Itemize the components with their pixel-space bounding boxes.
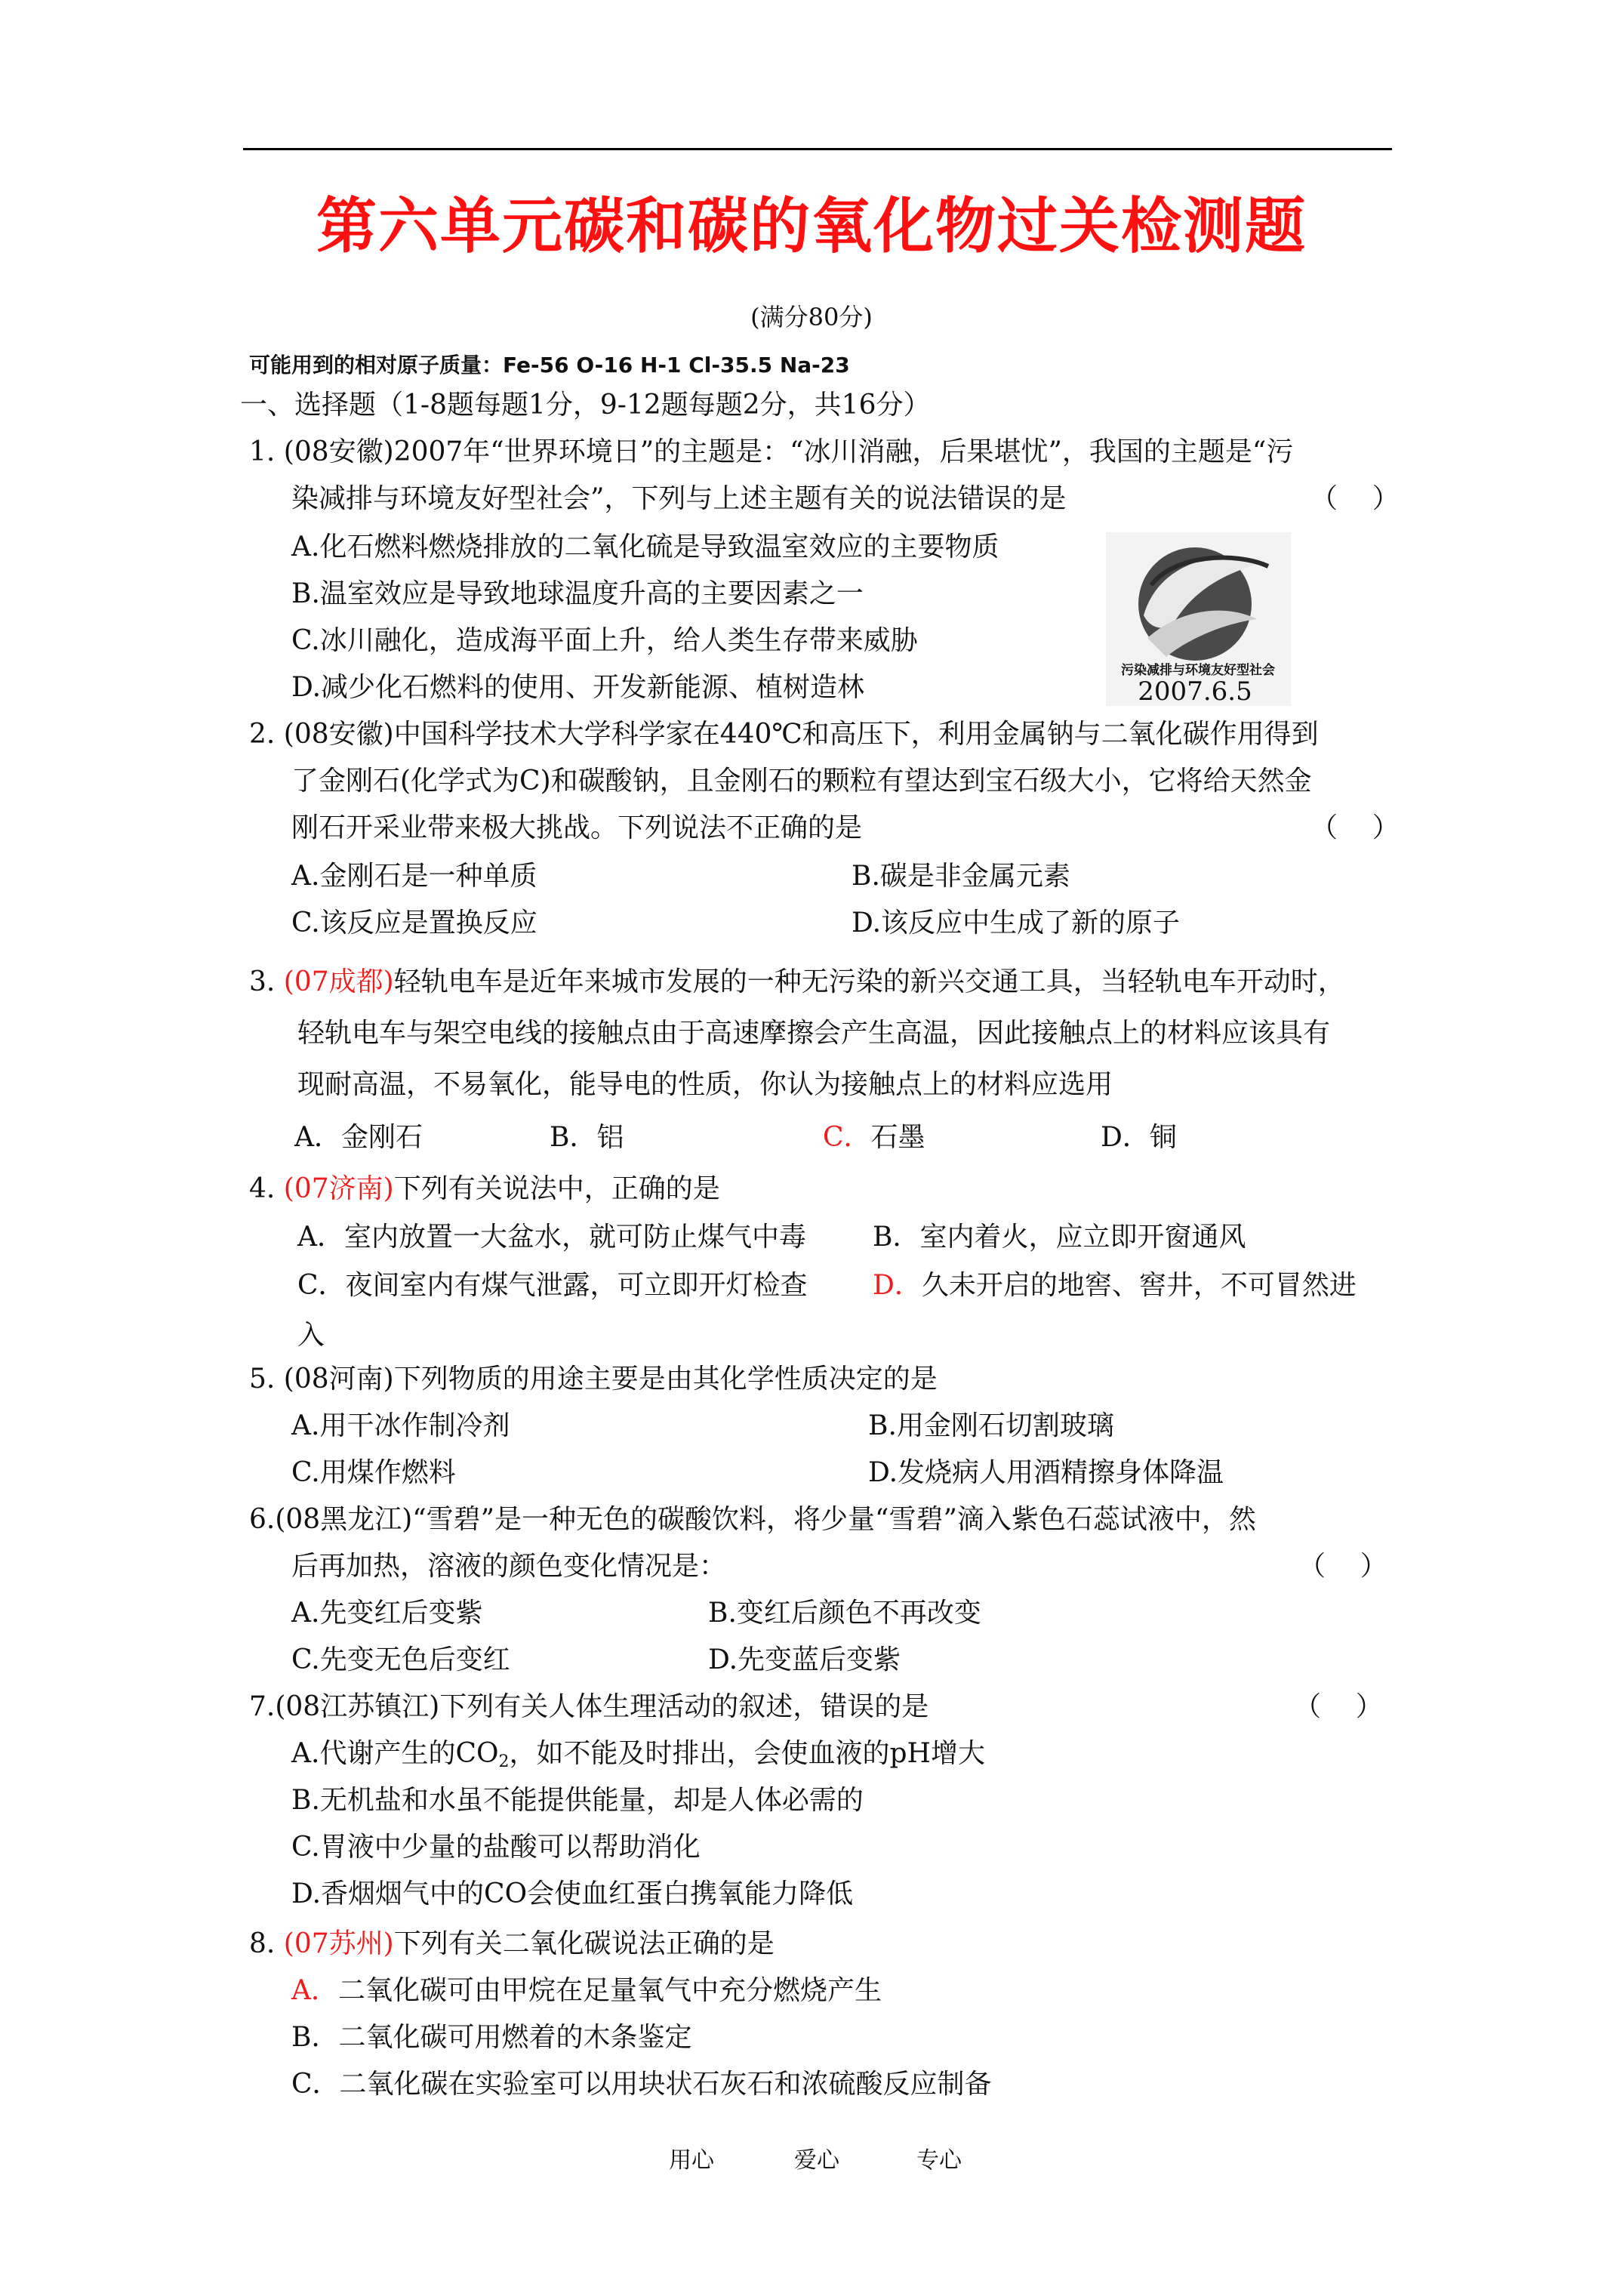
q4-option-d-text: 久未开启的地窖、窖井，不可冒然进: [921, 1270, 1357, 1301]
q2-stem-line2: 了金刚石(化学式为C)和碳酸钠，且金刚石的颗粒有望达到宝石级大小，它将给天然金: [291, 766, 1312, 797]
q8-option-a-letter: A．: [291, 1975, 338, 2006]
q5-option-b: B.用金刚石切割玻璃: [868, 1410, 1114, 1441]
header-rule: [243, 148, 1392, 150]
q8-option-a: [291, 1972, 882, 2010]
q4-number: 4.: [249, 1173, 284, 1204]
footer-item-1: 用心: [669, 2147, 714, 2174]
q3-stem-line2: 轻轨电车与架空电线的接触点由于高速摩擦会产生高温，因此接触点上的材料应该具有: [297, 1018, 1331, 1049]
q1-stem-line1: 1. (08安徽)2007年“世界环境日”的主题是：“冰川消融，后果堪忧”，我国的主题是“污: [249, 436, 1294, 467]
q1-answer-blank: （ ）: [1310, 483, 1400, 514]
q7-option-d: D.香烟烟气中的CO会使血红蛋白携氧能力降低: [291, 1878, 854, 1909]
q8-option-b: B．二氧化碳可用燃着的木条鉴定: [291, 2022, 692, 2053]
q8-stem-text: 下列有关二氧化碳说法正确的是: [393, 1928, 775, 1959]
q6-stem-line1: 6.(08黑龙江)“雪碧”是一种无色的碳酸饮料，将少量“雪碧”滴入紫色石蕊试液中，然: [249, 1504, 1256, 1535]
q2-answer-blank: （ ）: [1310, 812, 1400, 843]
q7-option-a-subscript: 2: [498, 1752, 510, 1771]
q6-option-b: B.变红后颜色不再改变: [708, 1598, 981, 1629]
q5-option-a: A.用干冰作制冷剂: [291, 1410, 510, 1441]
q2-option-c: C.该反应是置换反应: [291, 908, 537, 938]
page-title: 第六单元碳和碳的氧化物过关检测题: [316, 191, 1307, 261]
q6-stem-line2: 后再加热，溶液的颜色变化情况是：: [291, 1551, 727, 1582]
q6-option-a: A.先变红后变紫: [291, 1598, 483, 1629]
q4-option-d-letter: D．: [873, 1270, 922, 1301]
q3-stem-line1: [249, 963, 1345, 1001]
q2-option-b: B.碳是非金属元素: [852, 861, 1070, 892]
q6-option-d: D.先变蓝后变紫: [708, 1644, 901, 1675]
q5-option-c: C.用煤作燃料: [291, 1457, 456, 1488]
q4-source: (07济南): [283, 1173, 394, 1204]
q8-number: 8.: [249, 1928, 284, 1959]
q2-stem-line3: 刚石开采业带来极大挑战。下列说法不正确的是: [291, 812, 863, 843]
section-heading: 一、选择题（1-8题每题1分，9-12题每题2分，共16分）: [240, 390, 931, 421]
footer-item-2: 爱心: [794, 2147, 839, 2174]
q2-option-a: A.金刚石是一种单质: [291, 861, 537, 892]
q3-stem-line3: 现耐高温，不易氧化，能导电的性质，你认为接触点上的材料应选用: [297, 1069, 1113, 1100]
q7-option-a: [291, 1735, 985, 1773]
q3-source: (07成都): [283, 966, 394, 997]
q3-number: 3.: [249, 966, 284, 997]
q4-option-b: B．室内着火，应立即开窗通风: [873, 1222, 1246, 1253]
q3-option-c-letter: C．: [823, 1122, 871, 1153]
q5-option-d: D.发烧病人用酒精擦身体降温: [868, 1457, 1224, 1488]
q4-option-d-continued: 入: [297, 1320, 325, 1351]
q7-option-b: B.无机盐和水虽不能提供能量，却是人体必需的: [291, 1785, 864, 1816]
q4-stem: [249, 1170, 720, 1208]
q1-option-b: B.温室效应是导致地球温度升高的主要因素之一: [291, 578, 864, 609]
q3-option-a: A．金刚石: [294, 1122, 423, 1153]
full-score-note: (满分80分): [750, 303, 873, 331]
q6-answer-blank: （ ）: [1298, 1551, 1387, 1582]
environment-day-logo: [1106, 532, 1291, 706]
q3-option-c: [823, 1119, 925, 1157]
q6-option-c: C.先变无色后变红: [291, 1644, 510, 1675]
q1-stem-line2: 染减排与环境友好型社会”，下列与上述主题有关的说法错误的是: [291, 483, 1067, 514]
q8-option-a-text: 二氧化碳可由甲烷在足量氧气中充分燃烧产生: [338, 1975, 882, 2006]
q7-option-c: C.胃液中少量的盐酸可以帮助消化: [291, 1832, 701, 1863]
q7-answer-blank: （ ）: [1294, 1691, 1383, 1722]
footer-item-3: 专心: [916, 2147, 962, 2174]
q2-option-d: D.该反应中生成了新的原子: [852, 908, 1181, 938]
q1-option-a: A.化石燃料燃烧排放的二氧化硫是导致温室效应的主要物质: [291, 532, 999, 562]
q8-source: (07苏州): [283, 1928, 394, 1959]
q3-stem-text: 轻轨电车是近年来城市发展的一种无污染的新兴交通工具，当轻轨电车开动时，: [393, 966, 1345, 997]
q4-option-d: [873, 1267, 1357, 1305]
q4-option-c: C．夜间室内有煤气泄露，可立即开灯检查: [297, 1270, 808, 1301]
q3-option-d: D．铜: [1101, 1122, 1177, 1153]
atomic-masses-note: 可能用到的相对原子质量：Fe-56 O-16 H-1 Cl-35.5 Na-23: [249, 353, 850, 378]
q2-stem-line1: 2. (08安徽)中国科学技术大学科学家在440℃和高压下，利用金属钠与二氧化碳作用得到: [249, 719, 1319, 750]
q1-option-d: D.减少化石燃料的使用、开发新能源、植树造林: [291, 672, 865, 703]
logo-date: 2007.6.5: [1138, 676, 1252, 706]
q4-stem-text: 下列有关说法中，正确的是: [393, 1173, 720, 1204]
q3-option-c-text: 石墨: [870, 1122, 925, 1153]
q4-option-a: A．室内放置一大盆水，就可防止煤气中毒: [297, 1222, 806, 1253]
q7-option-a-pre: A.代谢产生的CO: [291, 1738, 499, 1769]
q7-stem: 7.(08江苏镇江)下列有关人体生理活动的叙述，错误的是: [249, 1691, 929, 1722]
q5-stem: 5. (08河南)下列物质的用途主要是由其化学性质决定的是: [249, 1364, 938, 1395]
logo-caption: 污染减排与环境友好型社会: [1121, 663, 1275, 678]
q8-option-c: C．二氧化碳在实验室可以用块状石灰石和浓硫酸反应制备: [291, 2069, 992, 2100]
q3-option-b: B．铝: [550, 1122, 624, 1153]
q1-option-c: C.冰川融化，造成海平面上升，给人类生存带来威胁: [291, 625, 918, 656]
q7-option-a-post: ，如不能及时排出，会使血液的pH增大: [509, 1738, 985, 1769]
q8-stem: [249, 1925, 775, 1963]
